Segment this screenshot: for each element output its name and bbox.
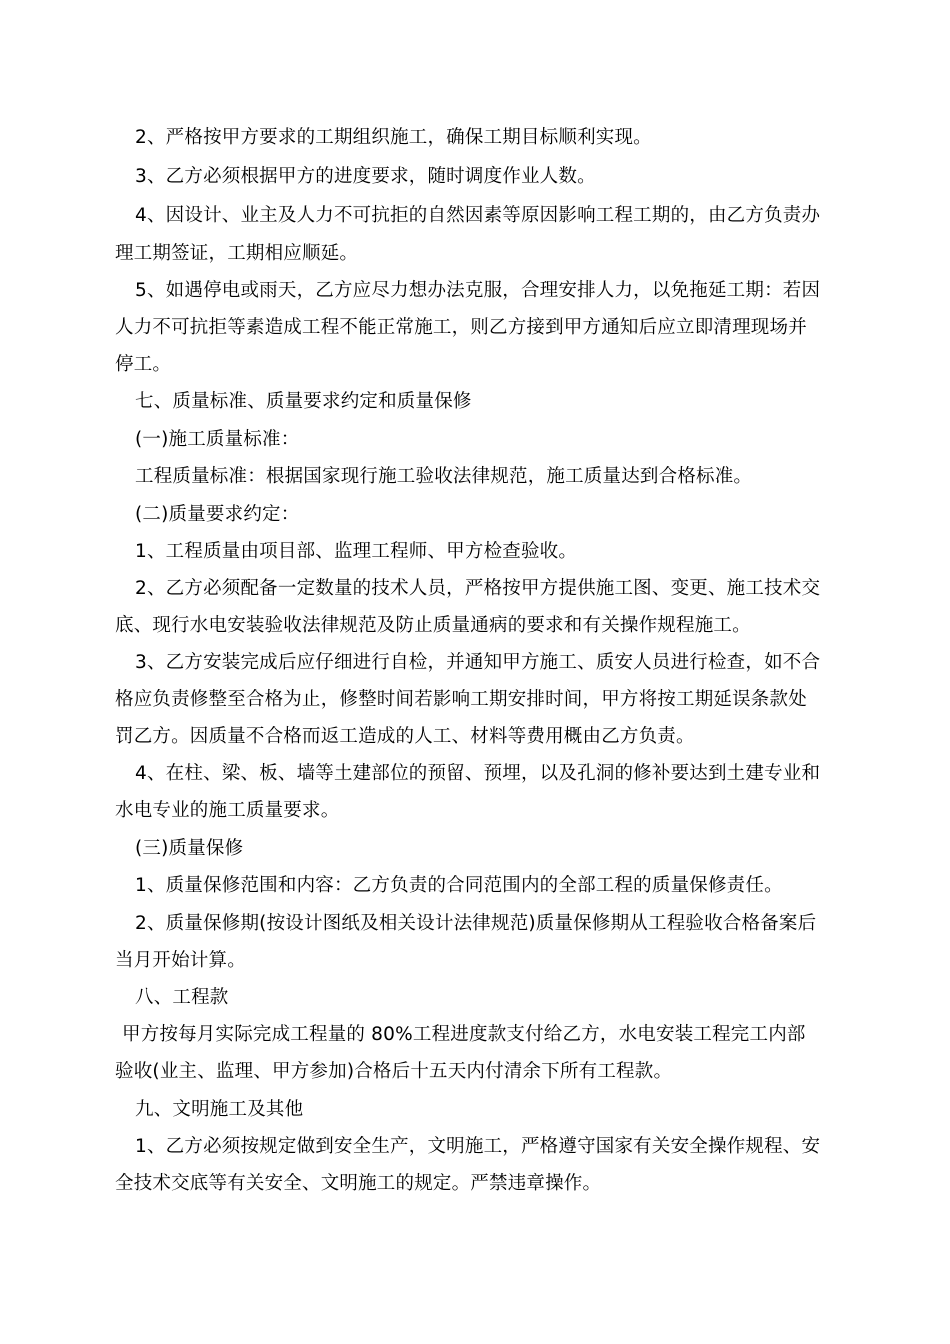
- paragraph-line: 水电专业的施工质量要求。: [115, 800, 340, 821]
- paragraph-line: 格应负责修整至合格为止，修整时间若影响工期安排时间，甲方将按工期延误条款处: [115, 689, 807, 710]
- paragraph-line: 5、如遇停电或雨天，乙方应尽力想办法克服，合理安排人力，以免拖延工期：若因: [135, 280, 821, 301]
- paragraph-line: 3、乙方安装完成后应仔细进行自检，并通知甲方施工、质安人员进行检查，如不合: [135, 652, 821, 673]
- paragraph-line: 当月开始计算。: [115, 950, 246, 971]
- section-heading: 九、文明施工及其他: [135, 1099, 304, 1120]
- subsection-heading: (一)施工质量标准：: [135, 429, 300, 450]
- subsection-heading: (二)质量要求约定：: [135, 504, 300, 525]
- paragraph-line: 全技术交底等有关安全、文明施工的规定。严禁违章操作。: [115, 1173, 602, 1194]
- paragraph-line: 2、严格按甲方要求的工期组织施工，确保工期目标顺利实现。: [135, 127, 652, 148]
- paragraph-line: 甲方按每月实际完成工程量的 80%工程进度款支付给乙方，水电安装工程完工内部: [122, 1024, 806, 1045]
- paragraph-line: 1、工程质量由项目部、监理工程师、甲方检查验收。: [135, 541, 578, 562]
- paragraph-line: 2、质量保修期(按设计图纸及相关设计法律规范)质量保修期从工程验收合格备案后: [135, 913, 817, 934]
- subsection-heading: (三)质量保修: [135, 838, 244, 859]
- paragraph-line: 1、质量保修范围和内容：乙方负责的合同范围内的全部工程的质量保修责任。: [135, 875, 783, 896]
- section-heading: 八、工程款: [135, 987, 229, 1008]
- paragraph-line: 罚乙方。因质量不合格而返工造成的人工、材料等费用概由乙方负责。: [115, 726, 695, 747]
- paragraph-line: 4、在柱、梁、板、墙等土建部位的预留、预埋，以及孔洞的修补要达到土建专业和: [135, 763, 821, 784]
- paragraph-line: 验收(业主、监理、甲方参加)合格后十五天内付清余下所有工程款。: [115, 1061, 673, 1082]
- paragraph-line: 4、因设计、业主及人力不可抗拒的自然因素等原因影响工程工期的，由乙方负责办: [135, 205, 821, 226]
- paragraph-line: 理工期签证，工期相应顺延。: [115, 243, 359, 264]
- paragraph-line: 底、现行水电安装验收法律规范及防止质量通病的要求和有关操作规程施工。: [115, 615, 751, 636]
- paragraph-line: 停工。: [115, 354, 172, 375]
- section-heading: 七、质量标准、质量要求约定和质量保修: [135, 391, 472, 412]
- paragraph-line: 2、乙方必须配备一定数量的技术人员，严格按甲方提供施工图、变更、施工技术交: [135, 578, 821, 599]
- paragraph-line: 1、乙方必须按规定做到安全生产，文明施工，严格遵守国家有关安全操作规程、安: [135, 1136, 821, 1157]
- paragraph-line: 3、乙方必须根据甲方的进度要求，随时调度作业人数。: [135, 166, 596, 187]
- paragraph-line: 人力不可抗拒等素造成工程不能正常施工，则乙方接到甲方通知后应立即清理现场并: [115, 317, 807, 338]
- paragraph-line: 工程质量标准：根据国家现行施工验收法律规范，施工质量达到合格标准。: [135, 466, 753, 487]
